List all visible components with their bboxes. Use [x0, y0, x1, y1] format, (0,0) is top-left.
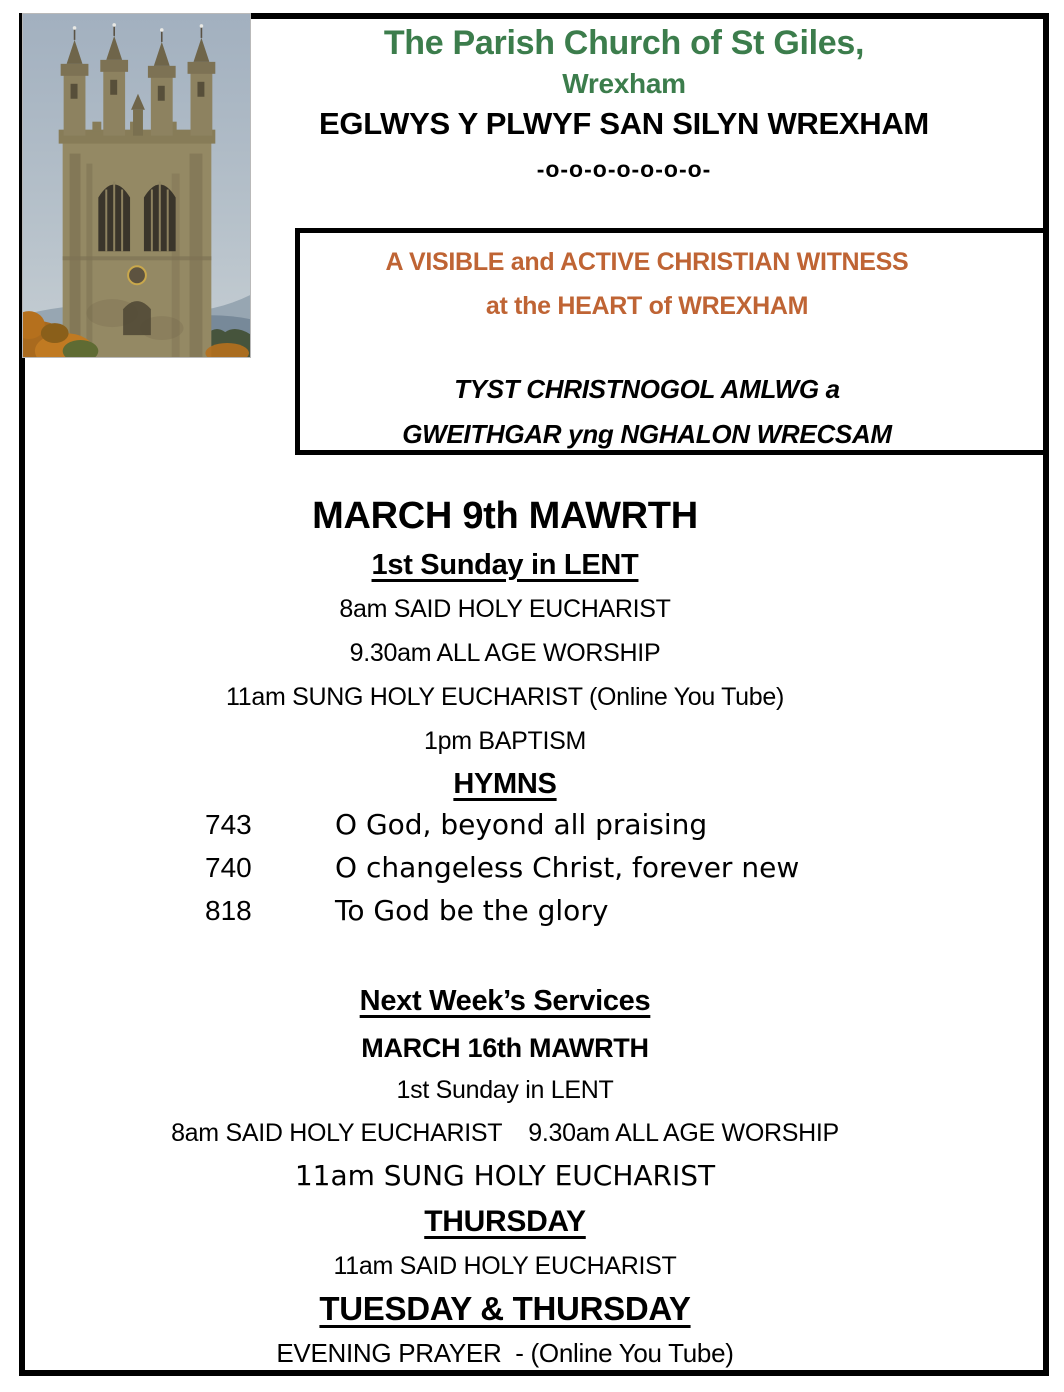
hymn-row-3 [205, 894, 985, 927]
hymn-row-1 [205, 808, 985, 841]
page-title-town: Wrexham [562, 68, 686, 99]
service-8am: 8am SAID HOLY EUCHARIST [339, 595, 671, 623]
page-title-welsh: EGLWYS Y PLWYF SAN SILYN WREXHAM [319, 106, 929, 141]
hymn-number: 740 [205, 852, 252, 883]
this-week-subheading-text: 1st Sunday in LENT [371, 549, 639, 581]
witness-english-line1: A VISIBLE and ACTIVE CHRISTIAN WITNESS [385, 248, 909, 276]
church-tower-photo [22, 13, 251, 358]
witness-box [295, 228, 1049, 455]
next-week-service-11am: 11am SUNG HOLY EUCHARIST [294, 1159, 716, 1192]
this-week-date-heading: MARCH 9th MAWRTH [312, 495, 698, 537]
next-week-subheading: 1st Sunday in LENT [396, 1076, 614, 1104]
service-930am: 9.30am ALL AGE WORSHIP [349, 639, 661, 667]
tuesday-thursday-heading-text: TUESDAY & THURSDAY [319, 1290, 691, 1327]
church-tower-illustration [23, 14, 250, 357]
hymn-title: O God, beyond all praising [335, 808, 708, 841]
next-week-date-heading: MARCH 16th MAWRTH [361, 1033, 649, 1063]
hymn-title: O changeless Christ, forever new [335, 851, 800, 884]
witness-english-line2: at the HEART of WREXHAM [485, 292, 809, 320]
page-title-english: The Parish Church of St Giles, [383, 24, 865, 62]
hymns-heading-text: HYMNS [453, 768, 557, 800]
hymn-number: 743 [205, 809, 252, 840]
divider-ornament: -o-o-o-o-o-o-o- [536, 156, 712, 182]
service-1pm: 1pm BAPTISM [423, 727, 587, 755]
witness-welsh-line2: GWEITHGAR yng NGHALON WRECSAM [402, 419, 892, 449]
evening-prayer-line: EVENING PRAYER - (Online You Tube) [276, 1338, 734, 1368]
thursday-heading-text: THURSDAY [424, 1205, 586, 1238]
next-week-heading-text: Next Week’s Services [359, 985, 651, 1017]
next-week-heading [20, 985, 990, 1018]
this-week-subheading [20, 549, 990, 582]
hymn-number: 818 [205, 895, 252, 926]
hymn-title: To God be the glory [335, 894, 609, 927]
next-week-service-8am: 8am SAID HOLY EUCHARIST [171, 1119, 503, 1147]
thursday-service: 11am SAID HOLY EUCHARIST [333, 1252, 677, 1280]
tuesday-thursday-heading [20, 1290, 990, 1328]
next-week-service-930am: 9.30am ALL AGE WORSHIP [528, 1119, 839, 1147]
thursday-heading [20, 1205, 990, 1239]
next-week-morning-services [20, 1119, 990, 1148]
hymns-heading [20, 768, 990, 801]
hymn-row-2 [205, 851, 985, 884]
witness-welsh-line1: TYST CHRISTNOGOL AMLWG a [454, 374, 840, 404]
service-11am: 11am SUNG HOLY EUCHARIST (Online You Tube) [225, 683, 785, 711]
